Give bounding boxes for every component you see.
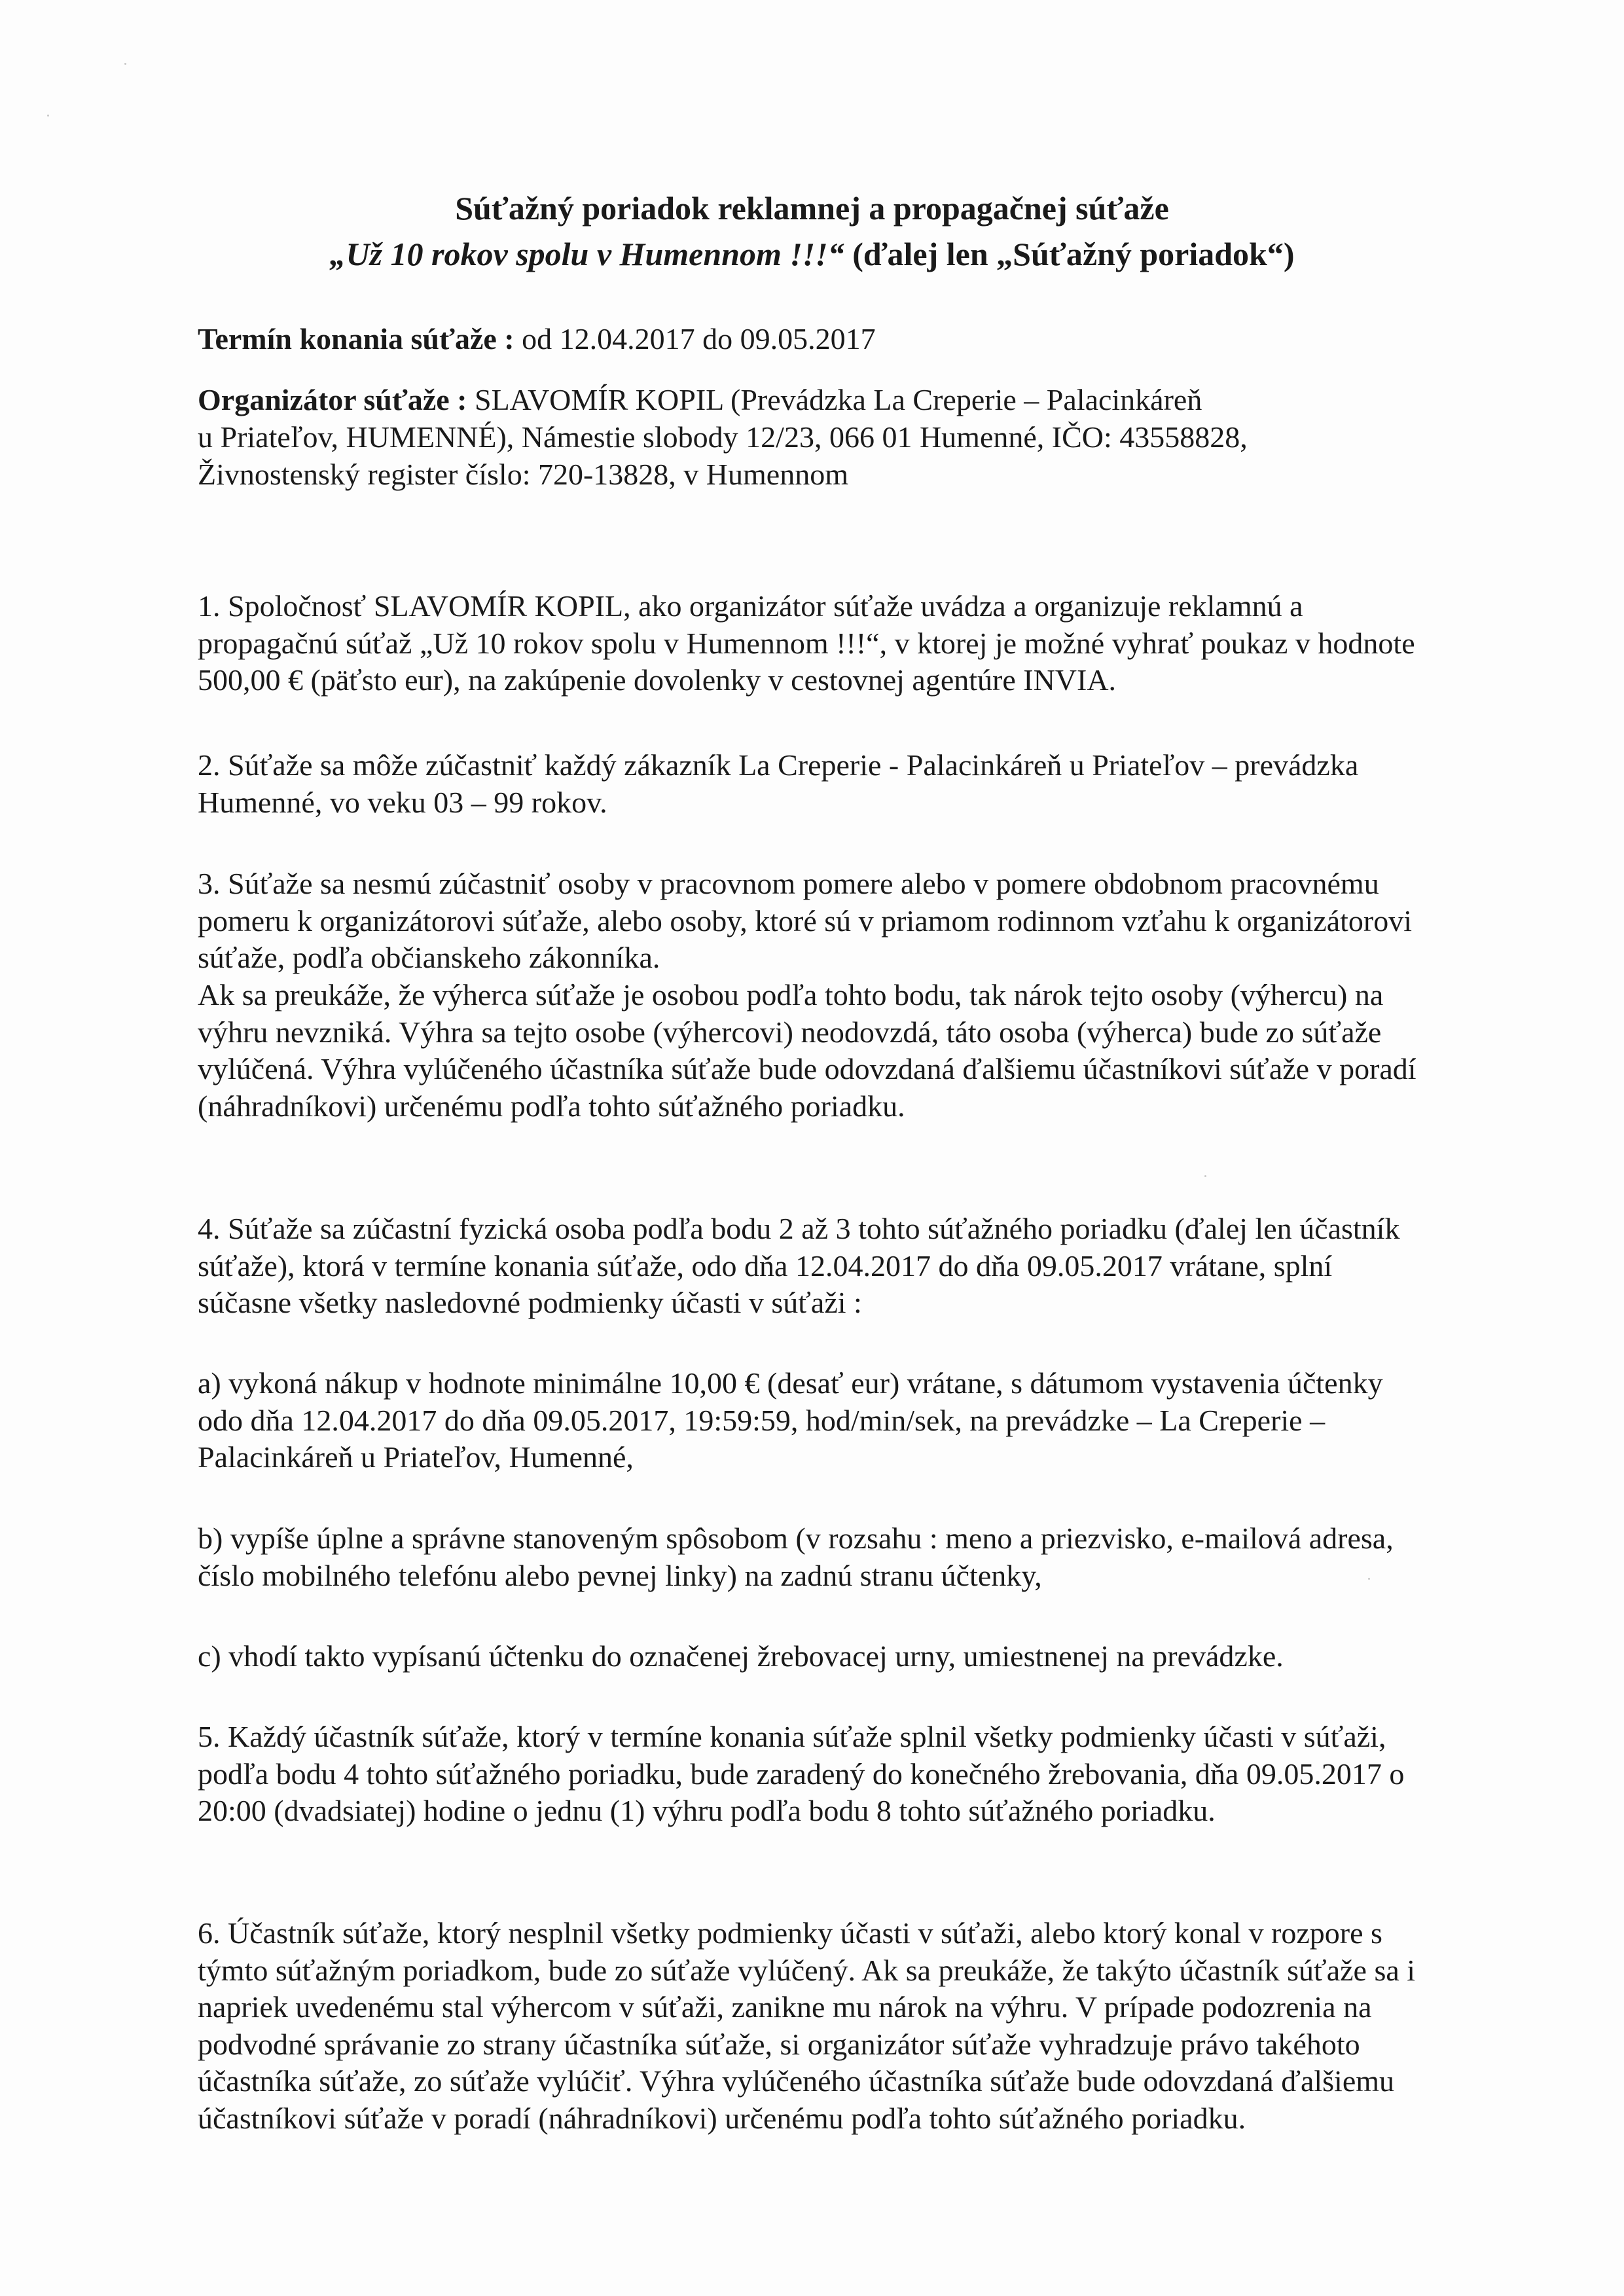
paragraph-6: 6. Účastník súťaže, ktorý nesplnil všetky podmienky účasti v súťaži, alebo ktorý konal v rozpore s týmto súťažným poriadkom, bude zo súťaže vylúčený. Ak sa preukáže, že takýto účastník súťaže sa i napriek uvedenému stal výhercom v súťaži, zanikne mu nárok na výhru. V prípade podozrenia na podvodné správanie zo strany účastníka súťaže, si organizátor súťaže vyhradzuje právo takéhoto účastníka súťaže, zo súťaže vylúčiť. Výhra vylúčeného účastníka súťaže bude odovzdaná ďalšiemu účastníkovi súťaže v poradí (náhradníkovi) určenému podľa tohto súťažného poriadku. — [198, 1916, 1416, 2135]
document-title: Súťažný poriadok reklamnej a propagačnej súťaže — [455, 190, 1169, 227]
term-line — [198, 321, 876, 357]
competition-name: „Už 10 rokov spolu v Humennom !!!“ — [329, 236, 844, 272]
scan-speck — [124, 63, 126, 65]
paragraph-2: 2. Súťaže sa môže zúčastniť každý zákazník La Creperie - Palacinkáreň u Priateľov – prevádzka Humenné, vo veku 03 – 99 rokov. — [198, 748, 1359, 819]
subtitle-rest: (ďalej len „Súťažný poriadok“) — [844, 236, 1295, 272]
scan-speck — [47, 115, 49, 117]
paragraph-4: 4. Súťaže sa zúčastní fyzická osoba podľa bodu 2 až 3 tohto súťažného poriadku (ďalej len účastník súťaže), ktorá v termíne konania súťaže, odo dňa 12.04.2017 do dňa 09.05.2017 vrátane, splní súčasne všetky nasledovné podmienky účasti v súťaži : — [198, 1212, 1400, 1319]
organizer-line-2: u Priateľov, HUMENNÉ), Námestie slobody 12/23, 066 01 Humenné, IČO: 43558828, — [198, 420, 1248, 454]
paragraph-1: 1. Spoločnosť SLAVOMÍR KOPIL, ako organizátor súťaže uvádza a organizuje reklamnú a propagačnú súťaž „Už 10 rokov spolu v Humennom !!!“, v ktorej je možné vyhrať poukaz v hodnote 500,00 € (päťsto eur), na zakúpenie dovolenky v cestovnej agentúre INVIA. — [198, 589, 1415, 697]
paragraph-4c: c) vhodí takto vypísanú účtenku do označenej žrebovacej urny, umiestnenej na prevádzke. — [198, 1639, 1284, 1673]
paragraph-5: 5. Každý účastník súťaže, ktorý v termíne konania súťaže splnil všetky podmienky účasti v súťaži, podľa bodu 4 tohto súťažného poriadku, bude zaradený do konečného žrebovania, dňa 09.05.2017 o 20:00 (dvadsiatej) hodine o jednu (1) výhru podľa bodu 8 tohto súťažného poriadku. — [198, 1720, 1405, 1827]
paragraph-3-continued: Ak sa preukáže, že výherca súťaže je osobou podľa tohto bodu, tak nárok tejto osoby (výhercu) na výhru nevzniká. Výhra sa tejto osobe (výhercovi) neodovzdá, táto osoba (výherca) bude zo súťaže vylúčená. Výhra vylúčeného účastníka súťaže bude odovzdaná ďalšiemu účastníkovi súťaže v poradí (náhradníkovi) určenému podľa tohto súťažného poriadku. — [198, 978, 1416, 1123]
scan-speck — [1204, 1175, 1206, 1177]
organizer-label: Organizátor súťaže : — [198, 383, 467, 416]
paragraph-4a: a) vykoná nákup v hodnote minimálne 10,00 € (desať eur) vrátane, s dátumom vystavenia účtenky odo dňa 12.04.2017 do dňa 09.05.2017, 19:59:59, hod/min/sek, na prevádzke – La Creperie – Palacinkáreň u Priateľov, Humenné, — [198, 1366, 1383, 1474]
organizer-line-3: Živnostenský register číslo: 720-13828, v Humennom — [198, 458, 848, 491]
document-subtitle — [0, 234, 1624, 274]
organizer-line-1 — [198, 382, 1202, 418]
term-value: od 12.04.2017 do 09.05.2017 — [514, 322, 876, 355]
term-label: Termín konania súťaže : — [198, 322, 514, 355]
scan-speck — [1368, 1578, 1370, 1580]
paragraph-4b: b) vypíše úplne a správne stanoveným spôsobom (v rozsahu : meno a priezvisko, e-mailová adresa, číslo mobilného telefónu alebo pevnej linky) na zadnú stranu účtenky, — [198, 1522, 1394, 1592]
organizer-value: SLAVOMÍR KOPIL (Prevádzka La Creperie – Palacinkáreň — [467, 383, 1202, 416]
paragraph-3: 3. Súťaže sa nesmú zúčastniť osoby v pracovnom pomere alebo v pomere obdobnom pracovnému pomeru k organizátorovi súťaže, alebo osoby, ktoré sú v priamom rodinnom vzťahu k organizátorovi súťaže, podľa občianskeho zákonníka. — [198, 867, 1413, 974]
